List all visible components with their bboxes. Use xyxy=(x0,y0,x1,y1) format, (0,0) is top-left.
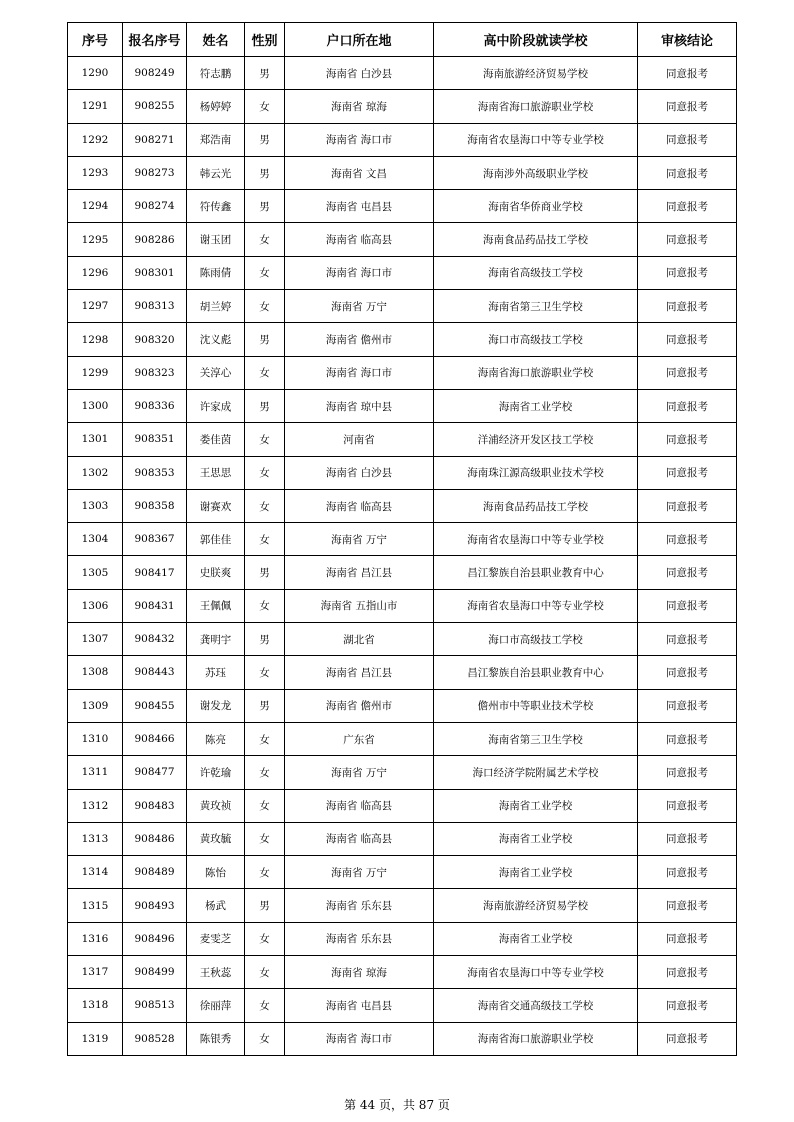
result-cell: 同意报考 xyxy=(638,656,737,689)
sex-cell: 男 xyxy=(245,156,285,189)
reg-id-cell: 908286 xyxy=(123,223,187,256)
page-footer: 第 44 页，共 87 页 xyxy=(344,1098,450,1112)
sex-cell: 女 xyxy=(245,789,285,822)
table-row xyxy=(68,323,737,356)
sex-cell: 女 xyxy=(245,756,285,789)
reg-id-cell: 908499 xyxy=(123,956,187,989)
result-cell: 同意报考 xyxy=(638,57,737,90)
reg-id-cell: 908489 xyxy=(123,856,187,889)
seq-cell: 1319 xyxy=(68,1022,123,1055)
school-cell: 海南涉外高级职业学校 xyxy=(434,156,638,189)
residence-cell: 海南省 昌江县 xyxy=(285,656,434,689)
school-cell: 海南省农垦海口中等专业学校 xyxy=(434,523,638,556)
name-cell: 沈义彪 xyxy=(187,323,245,356)
name-cell: 徐丽萍 xyxy=(187,989,245,1022)
school-cell: 海南省工业学校 xyxy=(434,389,638,422)
reg-id-cell: 908483 xyxy=(123,789,187,822)
reg-id-cell: 908323 xyxy=(123,356,187,389)
school-cell: 海南省农垦海口中等专业学校 xyxy=(434,956,638,989)
header-school: 高中阶段就读学校 xyxy=(434,23,638,57)
seq-cell: 1296 xyxy=(68,256,123,289)
name-cell: 谢玉团 xyxy=(187,223,245,256)
header-reg-id: 报名序号 xyxy=(123,23,187,57)
name-cell: 谢发龙 xyxy=(187,689,245,722)
table-row xyxy=(68,356,737,389)
reg-id-cell: 908367 xyxy=(123,523,187,556)
result-cell: 同意报考 xyxy=(638,256,737,289)
result-cell: 同意报考 xyxy=(638,822,737,855)
result-cell: 同意报考 xyxy=(638,489,737,522)
table-row xyxy=(68,822,737,855)
seq-cell: 1293 xyxy=(68,156,123,189)
school-cell: 海南省海口旅游职业学校 xyxy=(434,90,638,123)
name-cell: 杨婷婷 xyxy=(187,90,245,123)
header-sex: 性别 xyxy=(245,23,285,57)
seq-cell: 1316 xyxy=(68,922,123,955)
table-row xyxy=(68,256,737,289)
name-cell: 史朕爽 xyxy=(187,556,245,589)
table-row xyxy=(68,223,737,256)
residence-cell: 海南省 临高县 xyxy=(285,223,434,256)
sex-cell: 女 xyxy=(245,223,285,256)
reg-id-cell: 908486 xyxy=(123,822,187,855)
name-cell: 谢赛欢 xyxy=(187,489,245,522)
reg-id-cell: 908432 xyxy=(123,623,187,656)
school-cell: 昌江黎族自治县职业教育中心 xyxy=(434,656,638,689)
residence-cell: 海南省 万宁 xyxy=(285,523,434,556)
sex-cell: 女 xyxy=(245,456,285,489)
sex-cell: 女 xyxy=(245,989,285,1022)
header-name: 姓名 xyxy=(187,23,245,57)
school-cell: 海口市高级技工学校 xyxy=(434,623,638,656)
residence-cell: 海南省 海口市 xyxy=(285,1022,434,1055)
residence-cell: 海南省 琼海 xyxy=(285,956,434,989)
residence-cell: 海南省 乐东县 xyxy=(285,922,434,955)
name-cell: 王思思 xyxy=(187,456,245,489)
seq-cell: 1318 xyxy=(68,989,123,1022)
seq-cell: 1315 xyxy=(68,889,123,922)
school-cell: 海南食品药品技工学校 xyxy=(434,489,638,522)
school-cell: 海南省工业学校 xyxy=(434,822,638,855)
school-cell: 海南省工业学校 xyxy=(434,789,638,822)
residence-cell: 湖北省 xyxy=(285,623,434,656)
header-result: 审核结论 xyxy=(638,23,737,57)
table-row xyxy=(68,556,737,589)
table-row xyxy=(68,656,737,689)
seq-cell: 1300 xyxy=(68,389,123,422)
reg-id-cell: 908493 xyxy=(123,889,187,922)
school-cell: 海南珠江源高级职业技术学校 xyxy=(434,456,638,489)
seq-cell: 1292 xyxy=(68,123,123,156)
residence-cell: 海南省 儋州市 xyxy=(285,689,434,722)
name-cell: 关淳心 xyxy=(187,356,245,389)
table-row xyxy=(68,922,737,955)
school-cell: 海南省海口旅游职业学校 xyxy=(434,1022,638,1055)
seq-cell: 1314 xyxy=(68,856,123,889)
school-cell: 海南旅游经济贸易学校 xyxy=(434,57,638,90)
reg-id-cell: 908443 xyxy=(123,656,187,689)
result-cell: 同意报考 xyxy=(638,1022,737,1055)
residence-cell: 海南省 临高县 xyxy=(285,822,434,855)
residence-cell: 海南省 儋州市 xyxy=(285,323,434,356)
sex-cell: 男 xyxy=(245,57,285,90)
seq-cell: 1294 xyxy=(68,190,123,223)
school-cell: 海南省第三卫生学校 xyxy=(434,722,638,755)
school-cell: 海南省华侨商业学校 xyxy=(434,190,638,223)
residence-cell: 海南省 屯昌县 xyxy=(285,989,434,1022)
table-row xyxy=(68,589,737,622)
table-row xyxy=(68,1022,737,1055)
residence-cell: 海南省 临高县 xyxy=(285,489,434,522)
reg-id-cell: 908477 xyxy=(123,756,187,789)
school-cell: 海口市高级技工学校 xyxy=(434,323,638,356)
seq-cell: 1311 xyxy=(68,756,123,789)
name-cell: 黄玫毓 xyxy=(187,822,245,855)
result-cell: 同意报考 xyxy=(638,290,737,323)
name-cell: 杨武 xyxy=(187,889,245,922)
sex-cell: 男 xyxy=(245,323,285,356)
seq-cell: 1312 xyxy=(68,789,123,822)
sex-cell: 男 xyxy=(245,689,285,722)
reg-id-cell: 908513 xyxy=(123,989,187,1022)
result-cell: 同意报考 xyxy=(638,190,737,223)
result-cell: 同意报考 xyxy=(638,456,737,489)
name-cell: 苏珏 xyxy=(187,656,245,689)
name-cell: 麦雯芝 xyxy=(187,922,245,955)
seq-cell: 1313 xyxy=(68,822,123,855)
reg-id-cell: 908313 xyxy=(123,290,187,323)
seq-cell: 1304 xyxy=(68,523,123,556)
table-row xyxy=(68,190,737,223)
table-row xyxy=(68,90,737,123)
seq-cell: 1291 xyxy=(68,90,123,123)
residence-cell: 海南省 海口市 xyxy=(285,356,434,389)
seq-cell: 1290 xyxy=(68,57,123,90)
seq-cell: 1309 xyxy=(68,689,123,722)
seq-cell: 1298 xyxy=(68,323,123,356)
seq-cell: 1308 xyxy=(68,656,123,689)
sex-cell: 女 xyxy=(245,722,285,755)
seq-cell: 1303 xyxy=(68,489,123,522)
result-cell: 同意报考 xyxy=(638,589,737,622)
reg-id-cell: 908431 xyxy=(123,589,187,622)
result-cell: 同意报考 xyxy=(638,956,737,989)
result-cell: 同意报考 xyxy=(638,90,737,123)
name-cell: 郑浩南 xyxy=(187,123,245,156)
reg-id-cell: 908274 xyxy=(123,190,187,223)
seq-cell: 1307 xyxy=(68,623,123,656)
residence-cell: 海南省 万宁 xyxy=(285,856,434,889)
residence-cell: 海南省 万宁 xyxy=(285,756,434,789)
result-cell: 同意报考 xyxy=(638,356,737,389)
table-row xyxy=(68,57,737,90)
name-cell: 黄玫祯 xyxy=(187,789,245,822)
result-cell: 同意报考 xyxy=(638,922,737,955)
table-row xyxy=(68,423,737,456)
table-row xyxy=(68,689,737,722)
table-row xyxy=(68,389,737,422)
reg-id-cell: 908466 xyxy=(123,722,187,755)
name-cell: 娄佳茵 xyxy=(187,423,245,456)
school-cell: 海南省交通高级技工学校 xyxy=(434,989,638,1022)
sex-cell: 男 xyxy=(245,556,285,589)
sex-cell: 男 xyxy=(245,623,285,656)
sex-cell: 女 xyxy=(245,90,285,123)
seq-cell: 1301 xyxy=(68,423,123,456)
table-row xyxy=(68,722,737,755)
reg-id-cell: 908255 xyxy=(123,90,187,123)
sex-cell: 女 xyxy=(245,489,285,522)
result-cell: 同意报考 xyxy=(638,389,737,422)
sex-cell: 女 xyxy=(245,956,285,989)
sex-cell: 女 xyxy=(245,1022,285,1055)
residence-cell: 海南省 五指山市 xyxy=(285,589,434,622)
name-cell: 郭佳佳 xyxy=(187,523,245,556)
school-cell: 儋州市中等职业技术学校 xyxy=(434,689,638,722)
residence-cell: 海南省 文昌 xyxy=(285,156,434,189)
reg-id-cell: 908336 xyxy=(123,389,187,422)
table-row xyxy=(68,456,737,489)
reg-id-cell: 908320 xyxy=(123,323,187,356)
sex-cell: 女 xyxy=(245,822,285,855)
reg-id-cell: 908271 xyxy=(123,123,187,156)
result-cell: 同意报考 xyxy=(638,689,737,722)
table-body xyxy=(68,57,737,1056)
name-cell: 符传鑫 xyxy=(187,190,245,223)
name-cell: 许家成 xyxy=(187,389,245,422)
reg-id-cell: 908353 xyxy=(123,456,187,489)
school-cell: 洋浦经济开发区技工学校 xyxy=(434,423,638,456)
residence-cell: 海南省 琼海 xyxy=(285,90,434,123)
table-row xyxy=(68,156,737,189)
result-cell: 同意报考 xyxy=(638,756,737,789)
school-cell: 海口经济学院附属艺术学校 xyxy=(434,756,638,789)
residence-cell: 海南省 白沙县 xyxy=(285,57,434,90)
seq-cell: 1310 xyxy=(68,722,123,755)
seq-cell: 1317 xyxy=(68,956,123,989)
sex-cell: 女 xyxy=(245,656,285,689)
table-row xyxy=(68,856,737,889)
name-cell: 许乾瑜 xyxy=(187,756,245,789)
residence-cell: 海南省 屯昌县 xyxy=(285,190,434,223)
sex-cell: 女 xyxy=(245,256,285,289)
result-cell: 同意报考 xyxy=(638,889,737,922)
table-row xyxy=(68,523,737,556)
table-row xyxy=(68,989,737,1022)
reg-id-cell: 908496 xyxy=(123,922,187,955)
school-cell: 海南省农垦海口中等专业学校 xyxy=(434,123,638,156)
sex-cell: 男 xyxy=(245,389,285,422)
seq-cell: 1302 xyxy=(68,456,123,489)
table-row xyxy=(68,789,737,822)
result-cell: 同意报考 xyxy=(638,123,737,156)
reg-id-cell: 908528 xyxy=(123,1022,187,1055)
table-row xyxy=(68,956,737,989)
table-row xyxy=(68,623,737,656)
header-residence: 户口所在地 xyxy=(285,23,434,57)
name-cell: 王秋蕊 xyxy=(187,956,245,989)
table-row xyxy=(68,756,737,789)
name-cell: 胡兰婷 xyxy=(187,290,245,323)
school-cell: 昌江黎族自治县职业教育中心 xyxy=(434,556,638,589)
reg-id-cell: 908358 xyxy=(123,489,187,522)
name-cell: 陈雨倩 xyxy=(187,256,245,289)
sex-cell: 男 xyxy=(245,889,285,922)
sex-cell: 女 xyxy=(245,290,285,323)
seq-cell: 1305 xyxy=(68,556,123,589)
school-cell: 海南省工业学校 xyxy=(434,856,638,889)
reg-id-cell: 908249 xyxy=(123,57,187,90)
result-cell: 同意报考 xyxy=(638,623,737,656)
result-cell: 同意报考 xyxy=(638,323,737,356)
name-cell: 陈怡 xyxy=(187,856,245,889)
seq-cell: 1299 xyxy=(68,356,123,389)
sex-cell: 女 xyxy=(245,856,285,889)
sex-cell: 女 xyxy=(245,423,285,456)
residence-cell: 河南省 xyxy=(285,423,434,456)
school-cell: 海南省高级技工学校 xyxy=(434,256,638,289)
header-seq: 序号 xyxy=(68,23,123,57)
seq-cell: 1297 xyxy=(68,290,123,323)
school-cell: 海南食品药品技工学校 xyxy=(434,223,638,256)
residence-cell: 海南省 海口市 xyxy=(285,123,434,156)
residence-cell: 广东省 xyxy=(285,722,434,755)
sex-cell: 女 xyxy=(245,922,285,955)
residence-cell: 海南省 乐东县 xyxy=(285,889,434,922)
result-cell: 同意报考 xyxy=(638,523,737,556)
residence-cell: 海南省 琼中县 xyxy=(285,389,434,422)
name-cell: 韩云光 xyxy=(187,156,245,189)
reg-id-cell: 908273 xyxy=(123,156,187,189)
reg-id-cell: 908351 xyxy=(123,423,187,456)
reg-id-cell: 908417 xyxy=(123,556,187,589)
school-cell: 海南省第三卫生学校 xyxy=(434,290,638,323)
seq-cell: 1295 xyxy=(68,223,123,256)
name-cell: 王佩佩 xyxy=(187,589,245,622)
sex-cell: 男 xyxy=(245,123,285,156)
name-cell: 陈银秀 xyxy=(187,1022,245,1055)
result-cell: 同意报考 xyxy=(638,789,737,822)
school-cell: 海南省农垦海口中等专业学校 xyxy=(434,589,638,622)
name-cell: 符志鹏 xyxy=(187,57,245,90)
table-row xyxy=(68,489,737,522)
table-row xyxy=(68,290,737,323)
table-header-row xyxy=(68,23,737,57)
result-cell: 同意报考 xyxy=(638,722,737,755)
residence-cell: 海南省 海口市 xyxy=(285,256,434,289)
residence-cell: 海南省 昌江县 xyxy=(285,556,434,589)
table-row xyxy=(68,123,737,156)
name-cell: 龚明宇 xyxy=(187,623,245,656)
reg-id-cell: 908301 xyxy=(123,256,187,289)
school-cell: 海南省海口旅游职业学校 xyxy=(434,356,638,389)
result-cell: 同意报考 xyxy=(638,556,737,589)
sex-cell: 女 xyxy=(245,356,285,389)
result-cell: 同意报考 xyxy=(638,423,737,456)
result-cell: 同意报考 xyxy=(638,989,737,1022)
residence-cell: 海南省 万宁 xyxy=(285,290,434,323)
sex-cell: 女 xyxy=(245,523,285,556)
seq-cell: 1306 xyxy=(68,589,123,622)
reg-id-cell: 908455 xyxy=(123,689,187,722)
residence-cell: 海南省 白沙县 xyxy=(285,456,434,489)
school-cell: 海南省工业学校 xyxy=(434,922,638,955)
school-cell: 海南旅游经济贸易学校 xyxy=(434,889,638,922)
table-row xyxy=(68,889,737,922)
applicant-table xyxy=(67,22,737,1056)
result-cell: 同意报考 xyxy=(638,223,737,256)
sex-cell: 男 xyxy=(245,190,285,223)
residence-cell: 海南省 临高县 xyxy=(285,789,434,822)
result-cell: 同意报考 xyxy=(638,856,737,889)
sex-cell: 女 xyxy=(245,589,285,622)
result-cell: 同意报考 xyxy=(638,156,737,189)
name-cell: 陈亮 xyxy=(187,722,245,755)
